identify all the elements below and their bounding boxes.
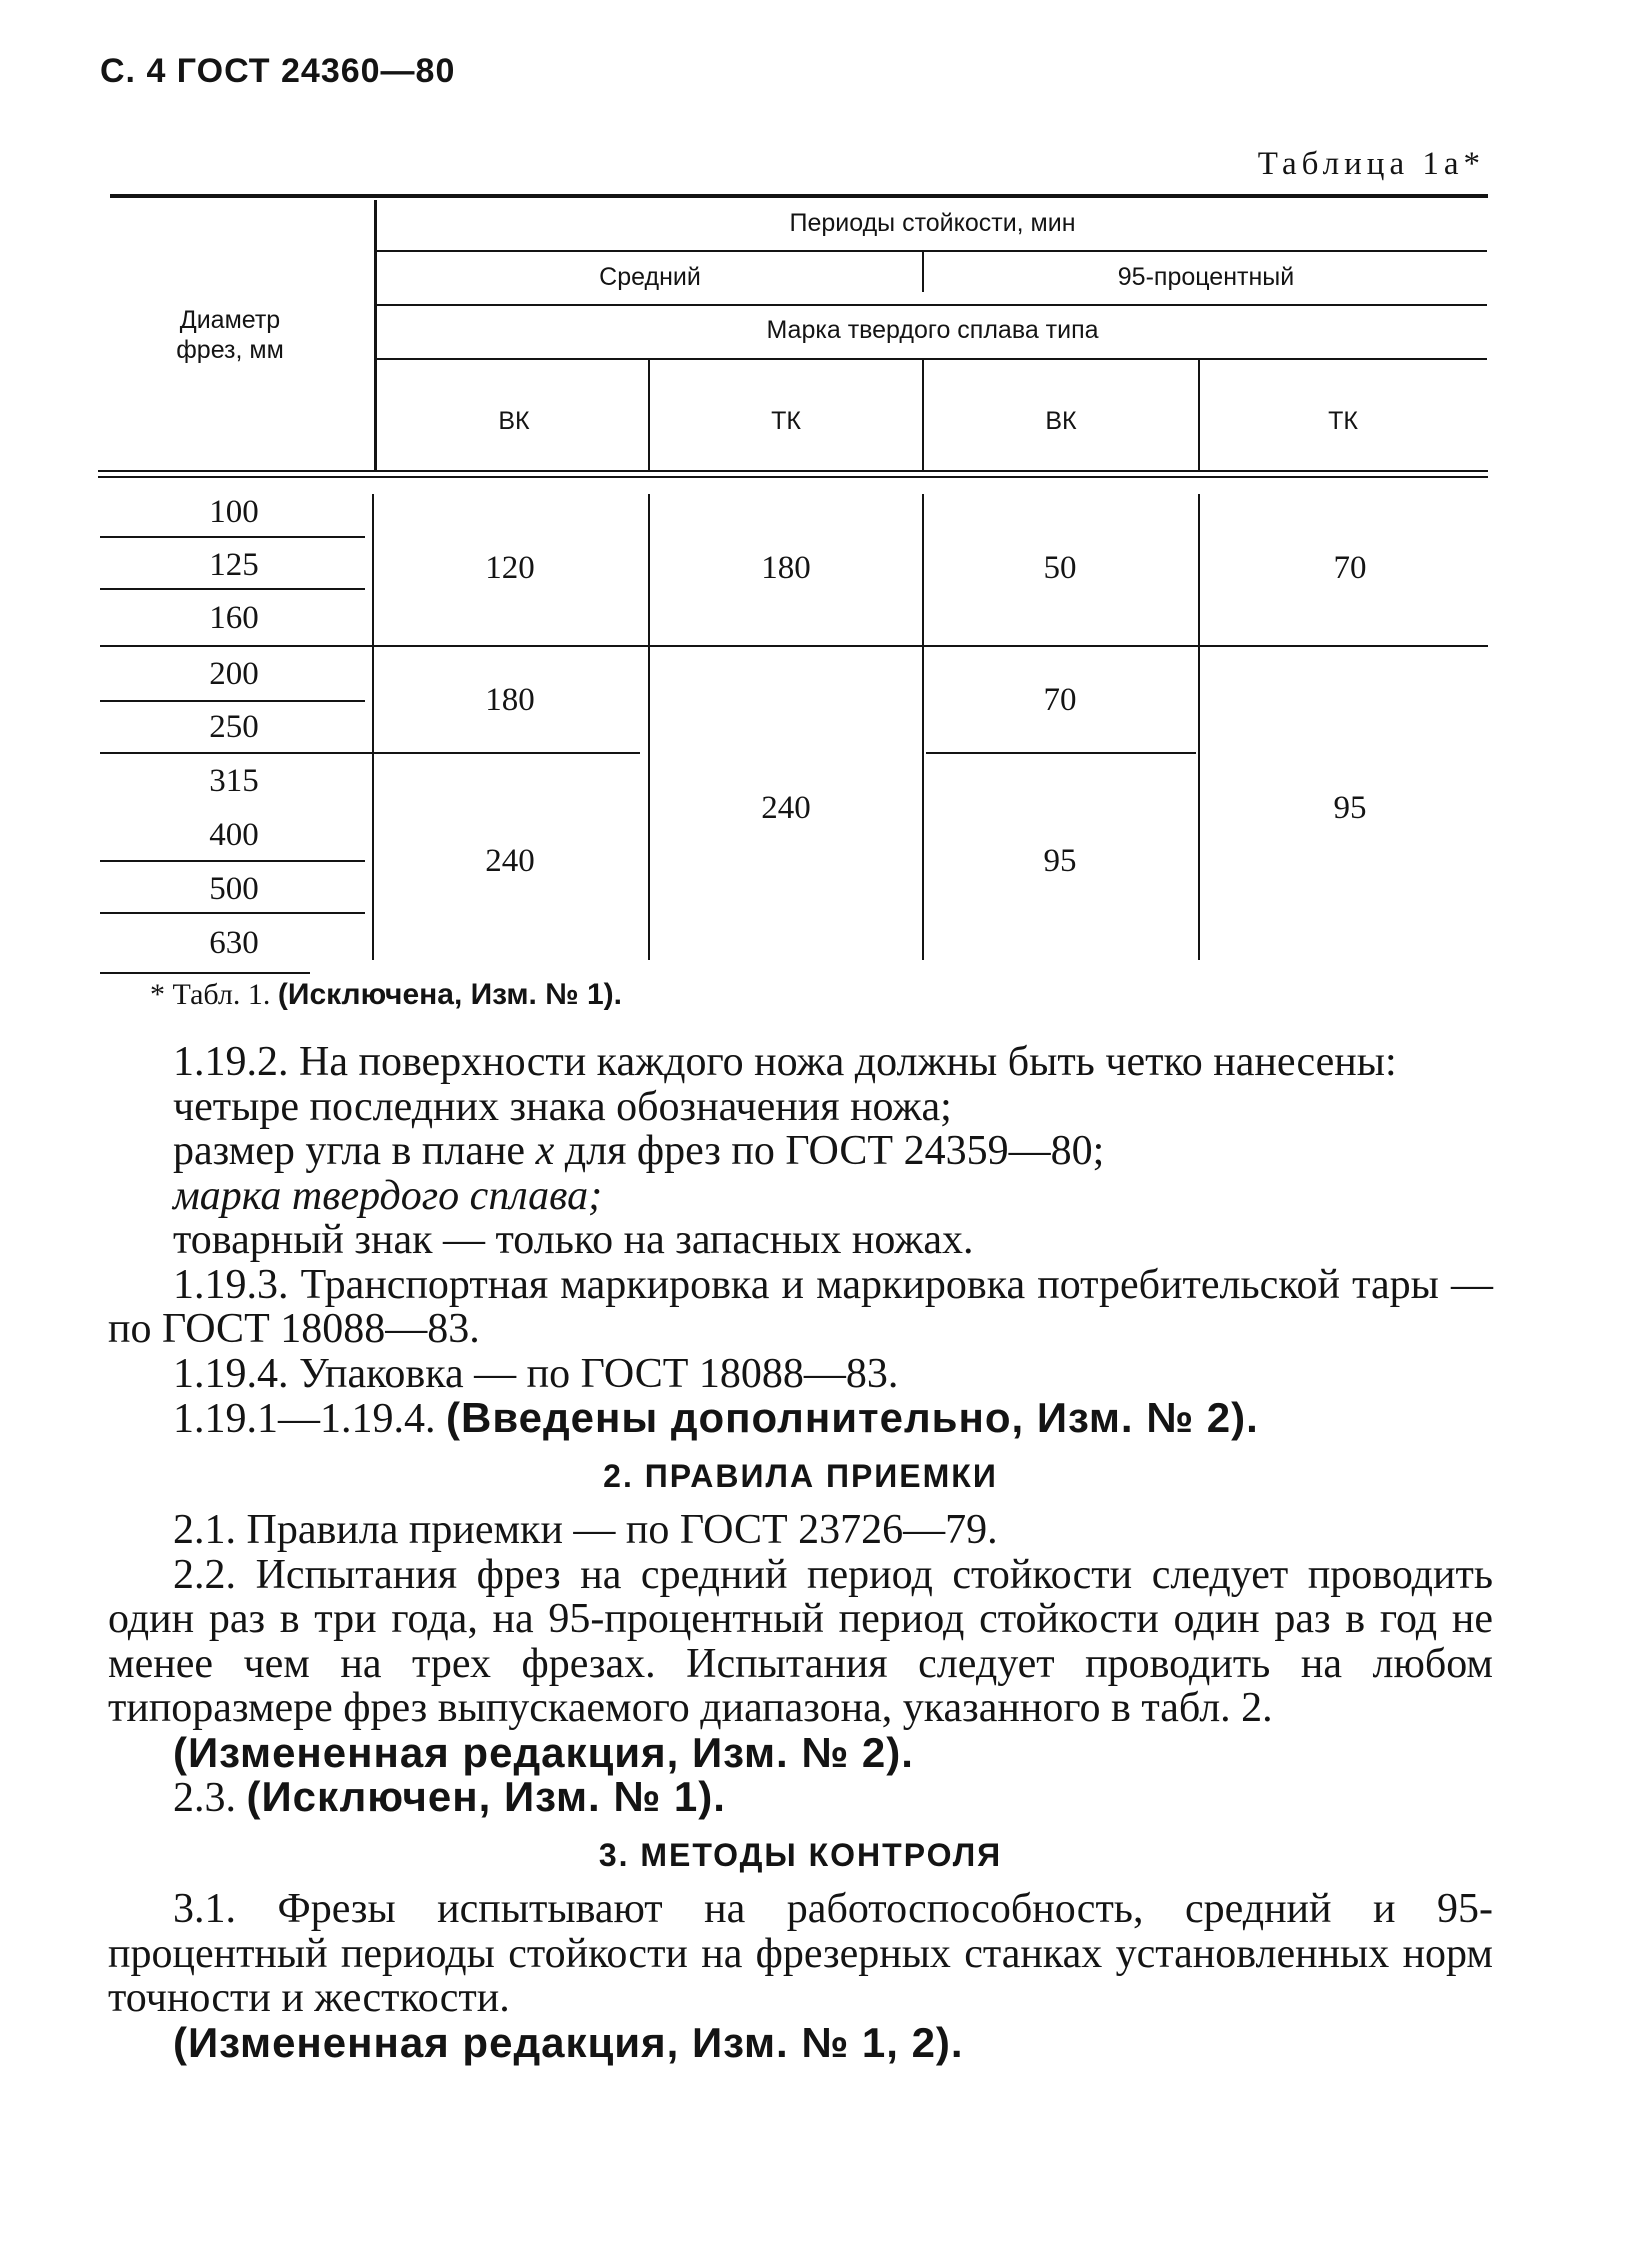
footnote-prefix: * Табл. 1. <box>150 978 278 1011</box>
diameter-cell: 125 <box>209 547 259 583</box>
value-cell: 180 <box>761 550 811 586</box>
table-bottom-rule <box>100 972 310 974</box>
section-3-title: 3. МЕТОДЫ КОНТРОЛЯ <box>598 1836 1003 1873</box>
diameter-cell: 630 <box>209 925 259 961</box>
group-rule-2-left <box>100 752 640 754</box>
document-body <box>108 1040 1493 2065</box>
para-3-1-amend: (Измененная редакция, Изм. № 1, 2). <box>173 2018 964 2066</box>
header-grade-tk-95: ТК <box>1328 407 1358 435</box>
footnote-amendment: (Исключена, Изм. № 1). <box>277 978 622 1011</box>
value-cell: 180 <box>485 682 535 718</box>
list-item-3: марка твердого сплава; <box>173 1172 603 1219</box>
header-grade-vk-mean: ВК <box>498 407 530 435</box>
para-2-2-amend: (Измененная редакция, Изм. № 2). <box>173 1728 914 1776</box>
para-1-19-range: 1.19.1—1.19.4. <box>173 1396 446 1442</box>
diameter-cell: 250 <box>209 709 259 745</box>
diam-rule-3 <box>100 700 365 702</box>
section-2-title: 2. ПРАВИЛА ПРИЕМКИ <box>603 1457 998 1494</box>
diam-rule-5 <box>100 912 365 914</box>
value-cell: 70 <box>1043 682 1077 718</box>
header-grade-vk-95: ВК <box>1045 407 1077 435</box>
header-95: 95-процентный <box>1117 263 1295 291</box>
para-3-1: 3.1. Фрезы испытывают на работоспособность, средний и 95-процентный периоды стойкости на фрезерных станках установленных норм точности и жесткости. <box>108 1886 1493 2021</box>
header-vrule-sub <box>922 252 924 292</box>
value-cell: 70 <box>1333 550 1367 586</box>
rule-under-grade <box>377 358 1487 360</box>
header-mean: Средний <box>599 263 701 291</box>
rule-under-sub <box>377 304 1487 306</box>
table-caption: Таблица 1а* <box>1257 146 1485 182</box>
table-top-rule <box>110 194 1488 198</box>
diameter-cell: 160 <box>209 600 259 636</box>
diam-rule-2 <box>100 588 365 590</box>
list-item-2-part-a: размер угла в плане <box>173 1128 536 1174</box>
para-2-3 <box>108 1775 1493 1821</box>
para-1-19-4: 1.19.4. Упаковка — по ГОСТ 18088—83. <box>173 1350 899 1397</box>
para-2-1: 2.1. Правила приемки — по ГОСТ 23726—79. <box>173 1507 998 1553</box>
value-cell: 50 <box>1043 550 1077 586</box>
header-diameter: Диаметр фрез, мм <box>176 306 284 364</box>
header-bottom-rule-1 <box>98 470 1488 472</box>
rule-under-group <box>377 250 1487 252</box>
value-cell: 95 <box>1043 843 1077 879</box>
value-cell: 120 <box>485 550 535 586</box>
value-cell: 95 <box>1333 790 1367 826</box>
body-vrule-1 <box>372 494 374 960</box>
page-header: С. 4 ГОСТ 24360—80 <box>100 52 456 90</box>
group-rule-2-right <box>926 752 1196 754</box>
para-2-2: 2.2. Испытания фрез на средний период стойкости следует проводить один раз в три года, на 95-процентный период стойкости один раз в год не менее чем на трех фрезах. Испытания следует проводить на любом типоразмере фрез выпускаемого диапазона, указанного в табл. 2. <box>108 1551 1493 1731</box>
group-rule-1 <box>100 645 1488 647</box>
para-1-19-amend-note: (Введены дополнительно, Изм. № 2). <box>446 1394 1259 1441</box>
header-grade: Марка твердого сплава типа <box>766 316 1099 344</box>
body-vrule-4 <box>1198 494 1200 960</box>
header-bottom-rule-2 <box>98 476 1488 478</box>
para-1-19-2: 1.19.2. На поверхности каждого ножа должны быть четко нанесены: <box>173 1039 1397 1085</box>
diameter-cell: 315 <box>209 763 259 799</box>
header-group: Периоды стойкости, мин <box>789 209 1076 237</box>
value-cell: 240 <box>485 843 535 879</box>
para-1-19-amend <box>108 1396 1493 1442</box>
header-grade-tk-mean: ТК <box>771 407 801 435</box>
body-vrule-2 <box>648 494 650 960</box>
para-2-3-number: 2.3. <box>173 1775 247 1821</box>
para-1-19-3: 1.19.3. Транспортная маркировка и маркировка потребительской тары — по ГОСТ 18088—83. <box>108 1261 1493 1352</box>
diameter-cell: 200 <box>209 656 259 692</box>
diam-rule-1 <box>100 536 365 538</box>
diameter-cell: 100 <box>209 494 259 530</box>
list-item-2-part-b: для фрез по ГОСТ 24359—80; <box>554 1128 1105 1174</box>
diam-rule-4 <box>100 860 365 862</box>
diameter-cell: 500 <box>209 871 259 907</box>
diameter-cell: 400 <box>209 817 259 853</box>
body-vrule-3 <box>922 494 924 960</box>
header-vrule-diameter <box>374 200 377 470</box>
para-2-3-note: (Исключен, Изм. № 1). <box>246 1773 726 1820</box>
table-footnote <box>150 978 622 1012</box>
list-item-2-symbol: x <box>535 1128 555 1174</box>
list-item-1: четыре последних знака обозначения ножа; <box>173 1083 952 1130</box>
value-cell: 240 <box>761 790 811 826</box>
list-item-4: товарный знак — только на запасных ножах. <box>173 1217 974 1263</box>
list-item-2 <box>108 1129 1493 1174</box>
